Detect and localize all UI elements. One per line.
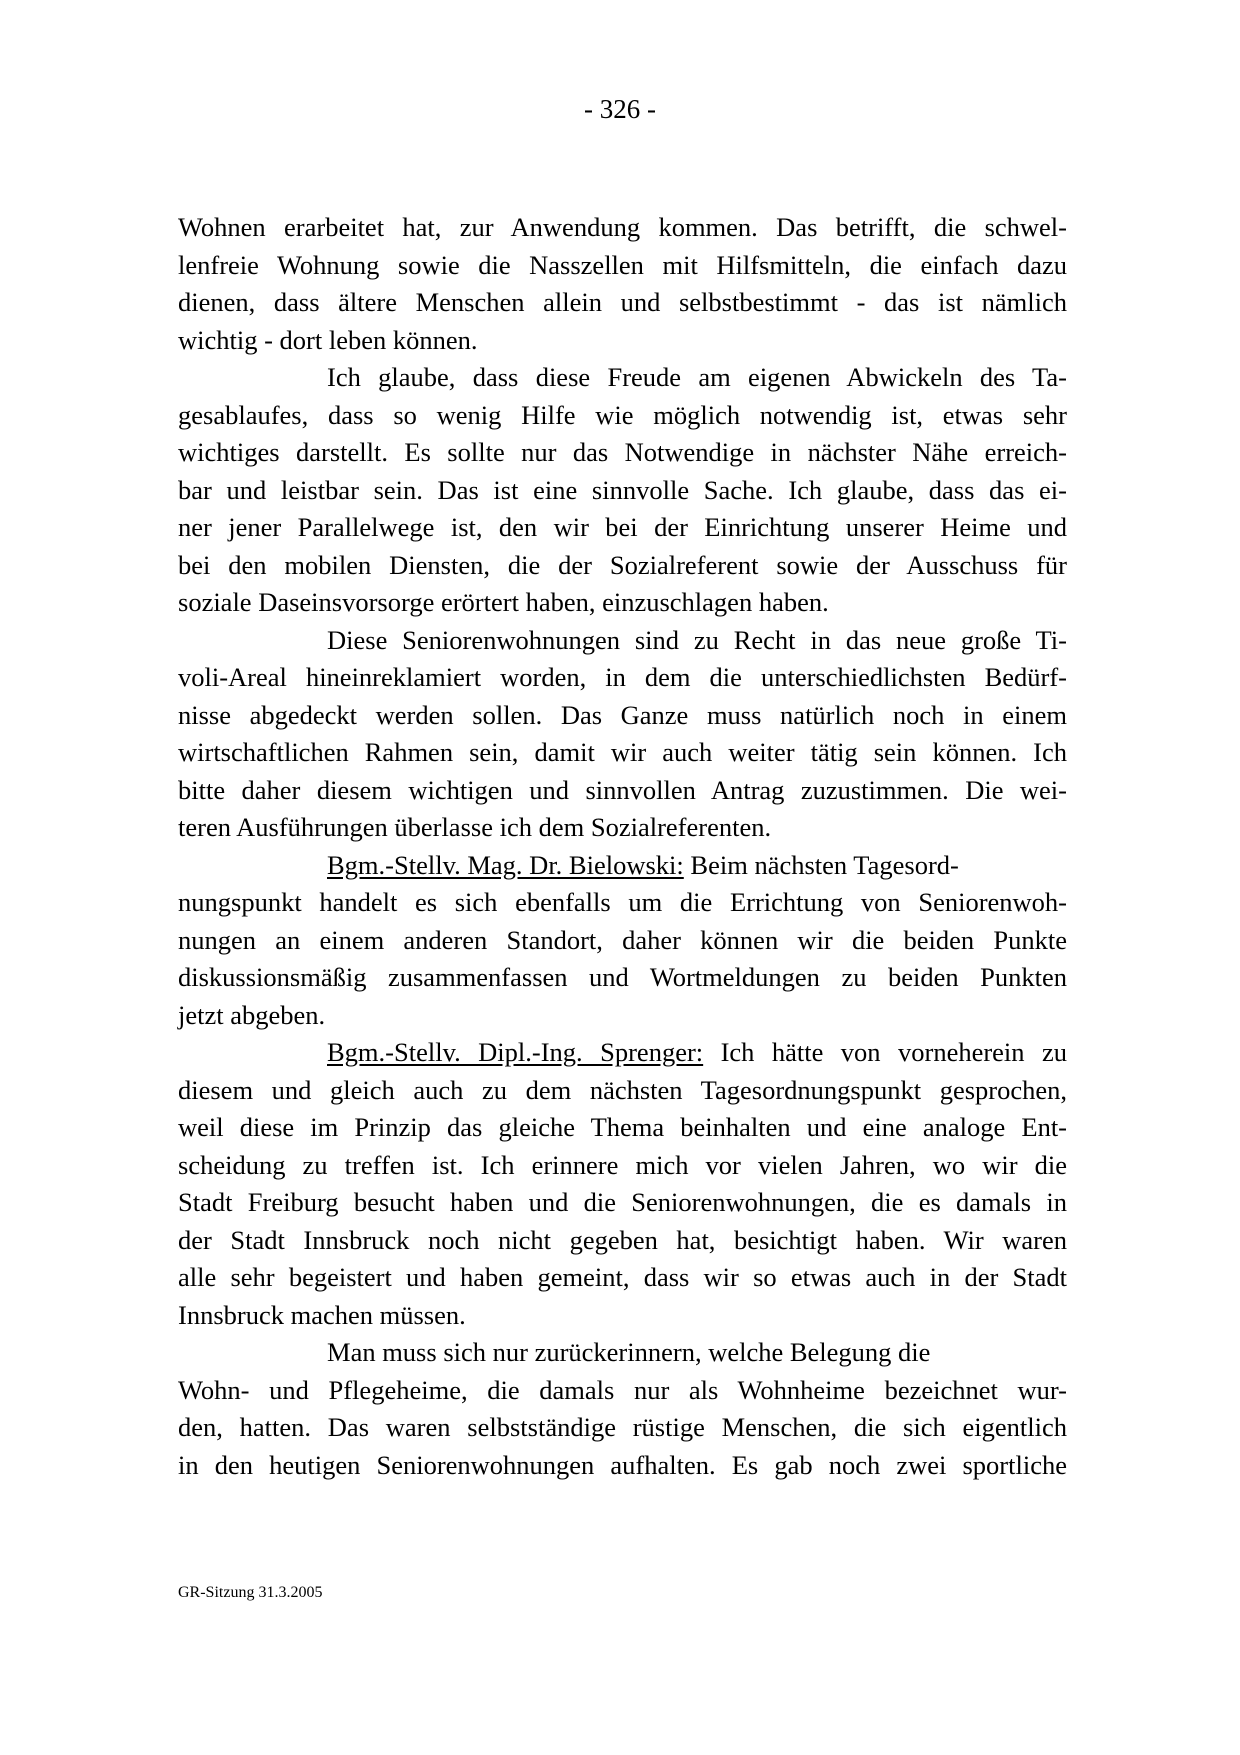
text-line: wichtig - dort leben können. bbox=[178, 324, 478, 355]
text-line: nisse abgedeckt werden sollen. Das Ganze muss natürlich noch in einem bbox=[178, 699, 1067, 730]
text-line: scheidung zu treffen ist. Ich erinnere mich vor vielen Jahren, wo wir die bbox=[178, 1149, 1067, 1180]
text-segment: Beim nächsten Tagesord- bbox=[683, 849, 959, 880]
text-line bbox=[178, 359, 1067, 397]
text-line: Wohnen erarbeitet hat, zur Anwendung kommen. Das betrifft, die schwel- bbox=[178, 212, 1067, 242]
text-line: Stadt Freiburg besucht haben und die Seniorenwohnungen, die es damals in bbox=[178, 1187, 1067, 1217]
speaker-name: Bgm.-Stellv. Mag. Dr. Bielowski: bbox=[327, 849, 684, 880]
text-line: bitte daher diesem wichtigen und sinnvollen Antrag zuzustimmen. Die wei- bbox=[178, 774, 1067, 805]
text-line: bei den mobilen Diensten, die der Sozialreferent sowie der Ausschuss für bbox=[178, 549, 1067, 580]
text-line: teren Ausführungen überlasse ich dem Sozialreferenten. bbox=[178, 812, 772, 842]
text-segment: Diese Seniorenwohnungen sind zu Recht in das neue große Ti- bbox=[327, 624, 1067, 655]
page-number: - 326 - bbox=[584, 94, 656, 124]
text-line: weil diese im Prinzip das gleiche Thema beinhalten und eine analoge Ent- bbox=[178, 1112, 1067, 1142]
text-line: Wohn- und Pflegeheime, die damals nur als Wohnheime bezeichnet wur- bbox=[178, 1374, 1067, 1405]
text-line: nungspunkt handelt es sich ebenfalls um die Errichtung von Seniorenwoh- bbox=[178, 887, 1067, 917]
text-line: diesem und gleich auch zu dem nächsten Tagesordnungspunkt gesprochen, bbox=[178, 1074, 1067, 1105]
text-line: der Stadt Innsbruck noch nicht gegeben hat, besichtigt haben. Wir waren bbox=[178, 1224, 1067, 1255]
paragraph-6 bbox=[178, 1334, 1067, 1484]
text-line: wichtiges darstellt. Es sollte nur das Notwendige in nächster Nähe erreich- bbox=[178, 437, 1067, 467]
text-line: den, hatten. Das waren selbstständige rüstige Menschen, die sich eigentlich bbox=[178, 1412, 1067, 1442]
text-segment: Ich glaube, dass diese Freude am eigenen Abwickeln des Ta- bbox=[327, 362, 1067, 392]
text-line: soziale Daseinsvorsorge erörtert haben, einzuschlagen haben. bbox=[178, 587, 829, 617]
text-line: in den heutigen Seniorenwohnungen aufhalten. Es gab noch zwei sportliche bbox=[178, 1449, 1067, 1480]
text-segment: Man muss sich nur zurückerinnern, welche Belegung die bbox=[327, 1337, 931, 1367]
text-line: Innsbruck machen müssen. bbox=[178, 1299, 466, 1330]
text-line: wirtschaftlichen Rahmen sein, damit wir auch weiter tätig sein können. Ich bbox=[178, 737, 1067, 767]
speaker-name: Bgm.-Stellv. Dipl.-Ing. Sprenger: bbox=[327, 1037, 704, 1067]
text-segment: Ich hätte von vorneherein zu bbox=[703, 1037, 1068, 1067]
text-line: voli-Areal hineinreklamiert worden, in dem die unterschiedlichsten Bedürf- bbox=[178, 662, 1067, 692]
text-line bbox=[178, 1334, 1067, 1372]
text-line: nungen an einem anderen Standort, daher können wir die beiden Punkte bbox=[178, 924, 1067, 955]
paragraph-4 bbox=[178, 847, 1067, 1035]
text-line: bar und leistbar sein. Das ist eine sinnvolle Sache. Ich glaube, dass das ei- bbox=[178, 474, 1067, 505]
paragraph-2 bbox=[178, 359, 1067, 622]
paragraph-5 bbox=[178, 1034, 1067, 1334]
text-line: gesablaufes, dass so wenig Hilfe wie möglich notwendig ist, etwas sehr bbox=[178, 399, 1067, 430]
paragraph-1 bbox=[178, 209, 1067, 359]
text-line bbox=[178, 1034, 1067, 1072]
text-line bbox=[178, 622, 1067, 660]
document-body bbox=[178, 209, 1067, 1484]
text-line: dienen, dass ältere Menschen allein und selbstbestimmt - das ist nämlich bbox=[178, 287, 1067, 317]
text-line: alle sehr begeistert und haben gemeint, dass wir so etwas auch in der Stadt bbox=[178, 1262, 1067, 1292]
footer-session-date: GR-Sitzung 31.3.2005 bbox=[178, 1584, 323, 1601]
text-line: jetzt abgeben. bbox=[178, 999, 326, 1030]
text-line bbox=[178, 847, 1067, 885]
text-line: lenfreie Wohnung sowie die Nasszellen mit Hilfsmitteln, die einfach dazu bbox=[178, 249, 1067, 280]
paragraph-3 bbox=[178, 622, 1067, 847]
text-line: ner jener Parallelwege ist, den wir bei der Einrichtung unserer Heime und bbox=[178, 512, 1067, 542]
text-line: diskussionsmäßig zusammenfassen und Wortmeldungen zu beiden Punkten bbox=[178, 962, 1067, 992]
